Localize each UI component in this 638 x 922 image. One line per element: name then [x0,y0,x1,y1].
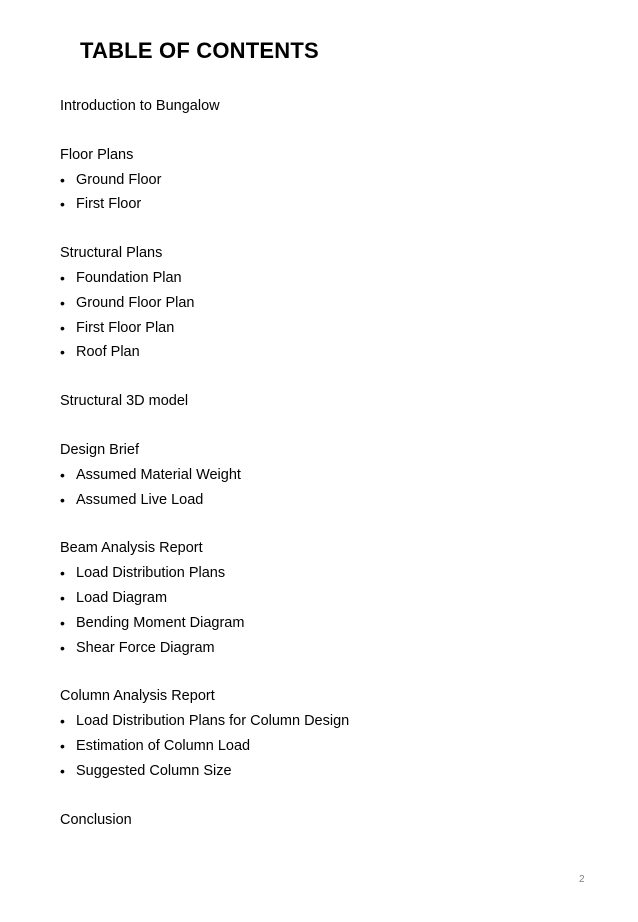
toc-section-heading: Beam Analysis Report [60,540,203,557]
bullet-icon: • [60,639,65,656]
toc-section-heading: Conclusion [60,811,132,828]
toc-section-introduction [60,94,600,119]
toc-item [60,192,600,217]
toc-section-heading: Design Brief [60,441,139,458]
toc-item-label: Assumed Live Load [76,491,204,508]
bullet-icon: • [60,344,65,361]
bullet-icon: • [60,319,65,336]
toc-item-label: Load Distribution Plans for Column Design [76,713,350,730]
toc-item-list [60,266,600,365]
page-title: TABLE OF CONTENTS [80,38,319,63]
toc-item [60,463,600,488]
table-of-contents [60,94,600,856]
toc-item-label: Suggested Column Size [76,762,232,779]
toc-item-label: Roof Plan [76,344,140,361]
toc-section-column-analysis-report [60,684,600,783]
bullet-icon: • [60,614,65,631]
toc-item [60,291,600,316]
toc-item-label: Ground Floor Plan [76,294,195,311]
toc-item [60,168,600,193]
toc-item-list [60,561,600,660]
toc-section-design-brief [60,438,600,512]
toc-section-heading: Structural Plans [60,245,163,262]
page-number: 2 [579,874,585,885]
toc-section-heading: Floor Plans [60,146,134,163]
toc-item-label: Bending Moment Diagram [76,614,245,631]
toc-item [60,488,600,513]
toc-item-label: First Floor Plan [76,319,175,336]
toc-item [60,611,600,636]
toc-section-heading: Column Analysis Report [60,688,215,705]
bullet-icon: • [60,294,65,311]
bullet-icon: • [60,466,65,483]
bullet-icon: • [60,171,65,188]
toc-item [60,734,600,759]
toc-section-heading: Structural 3D model [60,393,189,410]
toc-section-structural-plans [60,241,600,365]
toc-section-conclusion [60,808,600,833]
toc-item-label: Estimation of Column Load [76,737,251,754]
toc-item-label: Load Distribution Plans [76,565,226,582]
toc-item [60,636,600,661]
toc-item-label: Shear Force Diagram [76,639,215,656]
bullet-icon: • [60,737,65,754]
toc-item [60,586,600,611]
toc-section-heading: Introduction to Bungalow [60,98,220,114]
bullet-icon: • [60,196,65,213]
bullet-icon: • [60,762,65,779]
bullet-icon: • [60,269,65,286]
toc-item-label: Assumed Material Weight [76,466,241,483]
bullet-icon: • [60,565,65,582]
toc-item-list [60,463,600,513]
toc-item [60,709,600,734]
toc-section-floor-plans [60,143,600,217]
toc-item [60,340,600,365]
toc-section-beam-analysis-report [60,536,600,660]
toc-item-label: First Floor [76,196,142,213]
toc-item [60,759,600,784]
toc-item-label: Load Diagram [76,589,168,606]
bullet-icon: • [60,589,65,606]
toc-item-list [60,709,600,783]
toc-item [60,561,600,586]
toc-section-structural-3d-model [60,389,600,414]
bullet-icon: • [60,713,65,730]
toc-item [60,316,600,341]
toc-item [60,266,600,291]
toc-item-list [60,168,600,218]
toc-item-label: Foundation Plan [76,269,182,286]
toc-item-label: Ground Floor [76,171,162,188]
bullet-icon: • [60,491,65,508]
